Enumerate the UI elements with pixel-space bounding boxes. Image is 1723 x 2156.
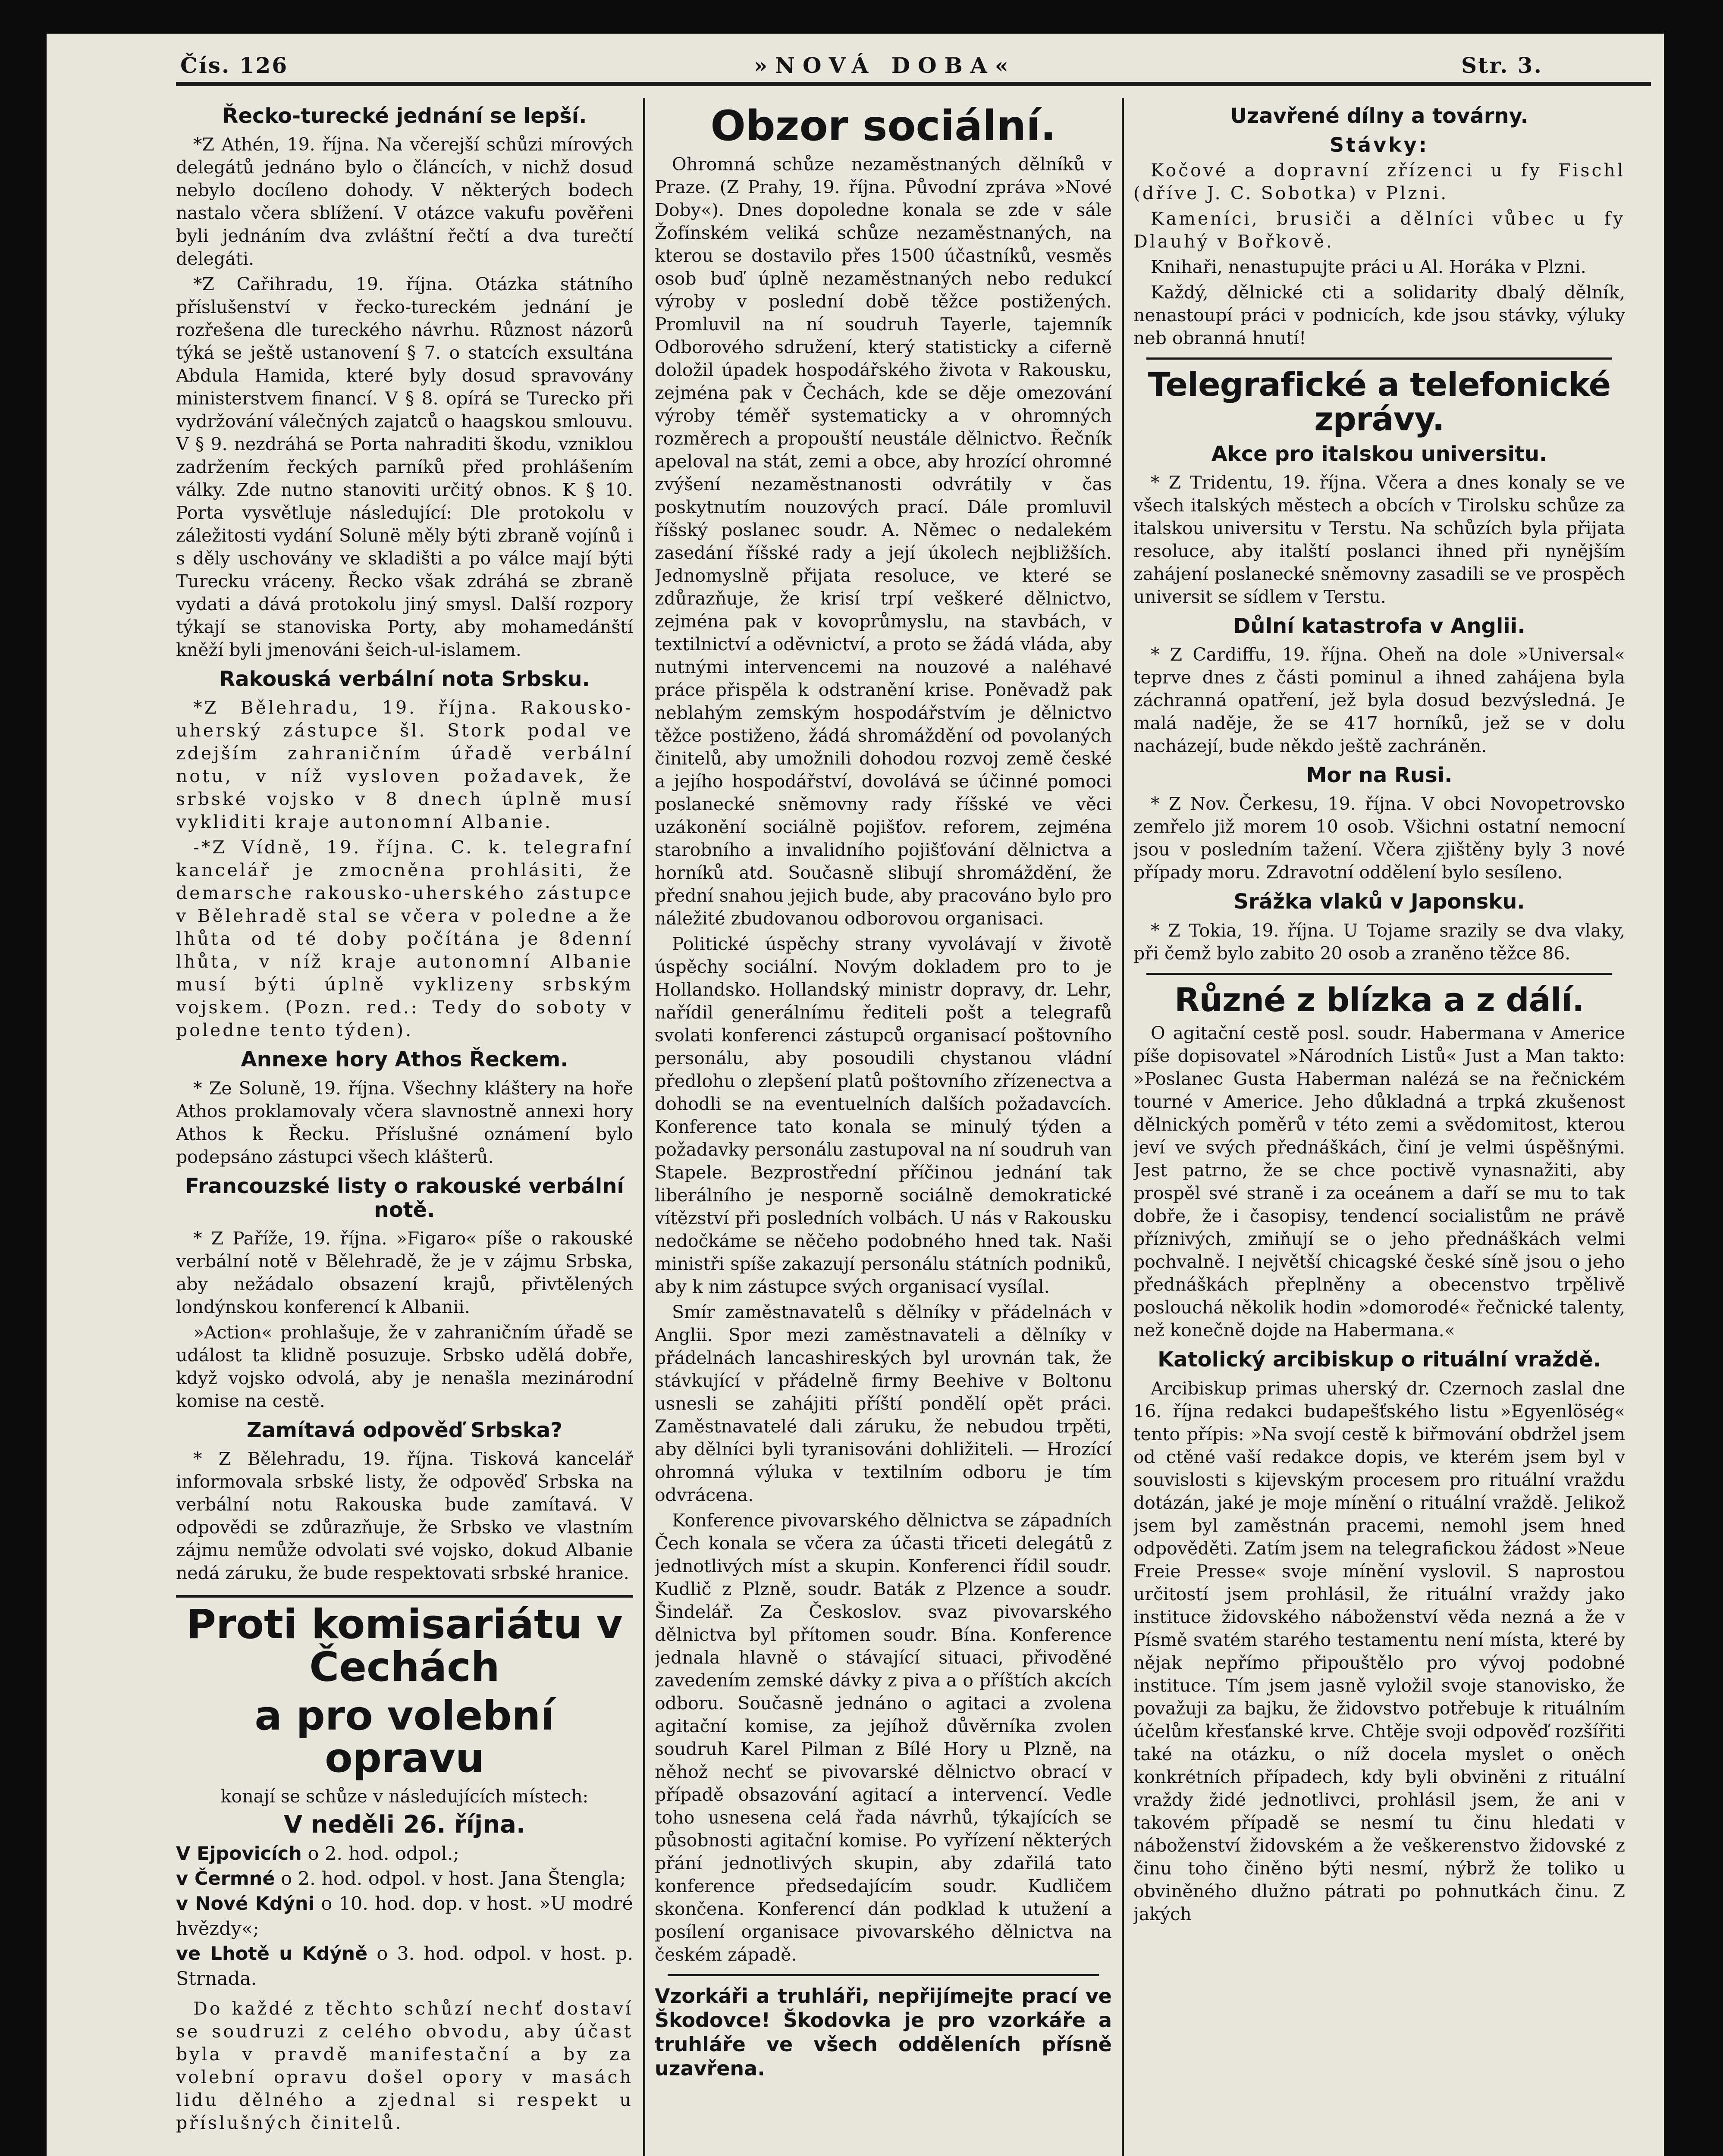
campaign-title-line1: Proti komisariátu v Čechách xyxy=(186,1601,623,1691)
article-title: Mor na Rusi. xyxy=(1306,763,1453,788)
meeting-details: o 2. hod. odpol. v host. Jana Štengla; xyxy=(275,1868,626,1890)
section-title-social: Obzor sociální. xyxy=(710,102,1056,150)
campaign-date: V neděli 26. října. xyxy=(283,1810,526,1839)
article-title: Srážka vlaků v Japonsku. xyxy=(1233,890,1525,914)
article-paragraph: O agitační cestě posl. soudr. Habermana v Americe píše dopisovatel »Národních Listů« Just a Man takto: »Poslanec Gusta Haberman nalézá se na řečnickém tourné v Americe. Jeho důkladná a trpká zkušenost dělnických poměrů v této zemi a svědomitost, kterou jeví ve svých přednáškách, činí je velmi úspěšnými. Jest patrno, že se chce poctivě vynasnažiti, aby prospěl své straně i za oceánem a daří se mu to tak dobře, že i časopisy, tendencí socialistům ne právě příznivých, zmiňují se o jeho přednáškách velmi pochvalně. I největší chicagské české síně jsou o jeho přednáškách přeplněny a obecenstvo trpělivě poslouchá několik hodin »domorodé« řečnické talenty, než konečně dojde na Habermana.« xyxy=(1133,1023,1625,1341)
article-paragraph: Smír zaměstnavatelů s dělníky v přádelnách v Anglii. Spor mezi zaměstnavateli a dělníky v přádelnách lancashireských byl urovnán tak, že stávkující v přádelně firmy Beehive v Boltonu usnesli se zahájiti příští pondělí opět práci. Zaměstnavatelé dali záruku, že nebudou trpěti, aby dělníci byli tyranisováni dohližiteli. — Hrozící ohromná výluka v textilním odboru je tím odvrácena. xyxy=(655,1301,1112,1505)
article-paragraph: Konference pivovarského dělnictva se západních Čech konala se včera za účasti třiceti delegátů z jednotlivých míst a skupin. Konferenci řídil soudr. Kudlič z Plzně, soudr. Baták z Plzence a soudr. Šindelář. Za Českoslov. svaz pivovarského dělnictva byl přítomen soudr. Bína. Konference jednala hlavně o stávající situaci, přivoděné zavedením zemské dávky z piva a o příštích akcích odboru. Současně jednáno o agitaci a zvolena agitační komise, za jejíhož důvěrníka zvolen soudruh Karel Pilman z Bílé Hory u Plzně, na něhož nechť se pivovarské dělnictvo obrací v případě obsazování agitací a intervencí. Vedle toho usnesena celá řada návrhů, týkajících se působnosti agitační komise. Po vyřízení některých přání jednotlivých skupin, aby zdařilá tato konference předsedajícím soudr. Kudličem skončena. Konferencí dán podklad k utužení a posílení organisace pivovarského dělnictva na českém západě. xyxy=(655,1510,1112,1965)
meeting-place: v Čermné xyxy=(176,1868,275,1890)
article-title: Akce pro italskou universitu. xyxy=(1211,442,1547,466)
issue-number: Čís. 126 xyxy=(180,53,289,78)
newspaper-page xyxy=(47,34,1664,2156)
article-paragraph: * Z Cardiffu, 19. října. Oheň na dole »Universal« teprve dnes z části pominul a ihned zahájena byla záchranná opatření, jež byla dosud bezvýsledná. Je malá naděje, že se 417 horníků, jež se v dolu nacházejí, bude někdo ještě zachráněn. xyxy=(1133,644,1625,757)
campaign-title-line2: a pro volební opravu xyxy=(254,1692,555,1782)
column-divider-2 xyxy=(1122,98,1124,2156)
article-paragraph: *Z Cařihradu, 19. října. Otázka státního příslušenství v řecko-tureckém jednání je rozřešena dle tureckého návrhu. Různost názorů týká se ještě ustanovení § 7. o statcích exsultána Abdula Hamida, které byly dosud spravovány ministerstvem financí. V § 8. opírá se Turecko při vydržování válečných zajatců o haagskou smlouvu. V § 9. nezdráhá se Porta nahraditi škodu, vzniklou zadržením řeckých parníků před prohlášením války. Zde nutno stanoviti určitý obnos. K § 10. Porta vysvětluje následující: Dle protokolu v záležitosti vydání Solunë měly býti zbraně vojínů i s děly uschovány ve skladišti a po válce mají býti Turecku vráceny. Řecko však zdráhá se zbraně vydati a dává protokolu jiný smysl. Další rozpory týkají se stanoviska Porty, aby mohamedánští kněží byli jmenováni šeich-ul-islamem. xyxy=(176,274,633,661)
section-separator xyxy=(1146,357,1612,360)
article-paragraph: * Z Nov. Čerkesu, 19. října. V obci Novopetrovsko zemřelo již morem 10 osob. Všichni ostatní nemocní jsou v posledním tažení. Včera zjištěny byly 3 nové případy moru. Zdravotní oddělení bylo sesíleno. xyxy=(1133,793,1625,883)
campaign-intro: konají se schůze v následujících místech: xyxy=(220,1786,589,1807)
masthead-title: »NOVÁ DOBA« xyxy=(754,53,1016,78)
section-title-telegraph: Telegrafické a telefonické zprávy. xyxy=(1148,365,1611,438)
article-paragraph: -*Z Vídně, 19. října. C. k. telegrafní kancelář je zmocněna prohlásiti, že demarsche rakousko-uherského zástupce v Bělehradě stal se včera v poledne a že lhůta od té doby počítána je 8denní lhůta, v níž kraje autonomní Albanie musí býti úplně vyklizeny srbským vojskem. (Pozn. red.: Tedy do soboty v poledne tento týden). xyxy=(176,837,633,1041)
meeting-location xyxy=(176,1891,633,1941)
meeting-location xyxy=(176,1941,633,1991)
article-paragraph: »Action« prohlašuje, že v zahraničním úřadě se událost ta klidně posuzuje. Srbsko udělá dobře, když vojsko odvolá, aby je nenašla mezinárodní komise na cestě. xyxy=(176,1322,633,1411)
meeting-place: V Ejpovicích xyxy=(176,1843,302,1865)
strikes-subtitle: Stávky: xyxy=(1329,133,1429,157)
column-divider-1 xyxy=(643,98,645,2156)
article-paragraph: * Z Bělehradu, 19. října. Tisková kancelář informovala srbské listy, že odpověď Srbska na verbální notu Rakouska bude zamítavá. V odpovědi se zdůrazňuje, že Srbsko ve vlastním zájmu nemůže odvolati své vojsko, dokud Albanie nedá záruku, že bude respektovati srbské hranice. xyxy=(176,1448,633,1584)
strike-item: Kameníci, brusiči a dělníci vůbec u fy Dlauhý v Bořkově. xyxy=(1133,208,1625,252)
article-paragraph: *Z Athén, 19. října. Na včerejší schůzi mírových delegátů jednáno bylo o článcích, v nichž dosud nebylo docíleno dohody. V některých bodech nastalo včera sblížení. V otázce vakufu pověřeni byli jednáním dva zvláštní řečtí a dva turečtí delegáti. xyxy=(176,134,633,270)
article-paragraph: Ohromná schůze nezaměstnaných dělníků v Praze. (Z Prahy, 19. října. Původní zpráva »Nové Doby«). Dnes dopoledne konala se zde v sále Žofínském veliká schůze nezaměstnaných, na kterou se dostavilo přes 1500 účastníků, vesměs osob buď úplně nezaměstnaných nebo redukcí výroby v poslední době těžce postižených. Promluvil na ní soudruh Tayerle, tajemník Odborového sdružení, který statisticky a ciferně doložil úpadek hospodářského života v Rakousku, zejména pak v Čechách, kde se děje omezování výroby téměř systematicky a v ohromných rozměrech a propouští neustále dělnictvo. Řečník apeloval na stát, zemi a obce, aby hrozící ohromné zvýšení nezaměstnanosti odvrátily v čas poskytnutím nouzových prací. Dále promluvil říšský poslanec soudr. A. Němec o nedalekém zasedání říšské rady a její úkolech nejbližších. Jednomyslně přijata resoluce, ve které se zdůrazňuje, že krisí trpí veškeré dělnictvo, zejména pak v kovoprůmyslu, na stavbách, v textilnictví a oděvnictví, a proto se žádá vláda, aby nutnými intervencemi na nouzové a naléhavé práce přispěla k odstranění krise. Poněvadž pak neblahým zemským hospodářstvím je dělnictvo těžce postiženo, žádá shromáždění od povolaných činitelů, aby umožnili dohodou rozvoj země české a jejího hospodářství, dovolává se účinné pomoci poslanecké sněmovny rady říšské ve věci uzákonění sociálně pojišťov. reforem, zejména starobního a invalidního pojišťování dělnictva a horníků atd. Současně slibují shromáždění, že přední snahou jejich bude, aby pracováno bylo pro náležité zbudovanou odborovou organisaci. xyxy=(655,154,1112,929)
article-paragraph: *Z Bělehradu, 19. října. Rakousko-uherský zástupce šl. Stork podal ve zdejším zahraničním úřadě verbální notu, v níž vysloven požadavek, že srbské vojsko v 8 dnech úplně musí vykliditi kraje autonomní Albanie. xyxy=(176,697,633,833)
article-title: Zamítavá odpověď Srbska? xyxy=(246,1418,563,1442)
article-title: Důlní katastrofa v Anglii. xyxy=(1233,614,1525,638)
meeting-place: v Nové Kdýni xyxy=(176,1893,315,1915)
meeting-details: o 2. hod. odpol.; xyxy=(301,1843,459,1865)
column-2 xyxy=(655,98,1112,2156)
article-paragraph: * Ze Soluně, 19. října. Všechny kláštery na hoře Athos proklamovaly včera slavnostně annexi hory Athos k Řecku. Příslušné oznámení bylo podepsáno zástupci všech klášterů. xyxy=(176,1078,633,1167)
article-title: Katolický arcibiskup o rituální vraždě. xyxy=(1158,1348,1601,1372)
article-paragraph: Arcibiskup primas uherský dr. Czernoch zaslal dne 16. října redakci budapešťského listu »Egyenlöség« tento přípis: »Na svojí cestě k biřmování obdržel jsem od ctěné vaší redakce dopis, ve kterém jsem byl v souvislosti s kijevským procesem pro rituální vraždu dotázán, jaké je moje mínění o rituální vraždě. Jelikož jsem byl zaměstnán pracemi, nemohl jsem hned odpověděti. Zatím jsem na telegrafickou žádost »Neue Freie Presse« svoje mínění vyslovil. S naprostou určitostí jsem prohlásil, že rituální vraždy jako instituce židovského náboženství věda nezná a že v Písmě svatém starého testamentu není místa, které by nějak nepřímo připouštělo pro vývoj podobné instituce. Tím jsem jasně vyložil svoje stanovisko, že považuji za bajku, že židovstvo potřebuje k rituálním účelům křesťanské krve. Chtěje svoji odpověď rozšířiti také na otázku, o níž docela myslet o oněch konkrétních případech, kdy byli obviněni z rituální vraždy židé jednotlivci, prohlásil jsem, že ani v takovém případě se nesmí tu činu hledati v náboženství židovském a že veškerenstvo židovské z činu toho činěno býti nesmí, nýbrž že toliko u obviněného dlužno pátrati po pohnutkách činu. Z jakých xyxy=(1133,1378,1625,1924)
article-title: Francouzské listy o rakouské verbální notě. xyxy=(185,1174,624,1222)
article-paragraph: * Z Tridentu, 19. října. Včera a dnes konaly se ve všech italských městech a obcích v Tirolsku schůze za italskou universitu v Terstu. Na schůzích byla přijata resoluce, aby italští poslanci ihned při nynějším zahájení poslanecké sněmovny zasadili se ve prospěch universit se sídlem v Terstu. xyxy=(1133,472,1625,607)
page-number: Str. 3. xyxy=(1461,53,1543,78)
strike-item: Knihaři, nenastupujte práci u Al. Horáka v Plzni. xyxy=(1151,257,1586,278)
column-3 xyxy=(1133,98,1625,2156)
meeting-location xyxy=(176,1866,633,1891)
meeting-details: o 3. hod. odpol. v host. p. Strnada. xyxy=(176,1943,633,1990)
article-title: Uzavřené dílny a továrny. xyxy=(1230,104,1528,128)
article-paragraph: * Z Tokia, 19. října. U Tojame srazily se dva vlaky, při čemž bylo zabito 20 osob a zraněno těžce 86. xyxy=(1133,920,1625,964)
section-title-miscellany: Různé z blízka a z dálí. xyxy=(1174,980,1584,1019)
page-header xyxy=(47,34,1664,85)
article-title: Annexe hory Athos Řeckem. xyxy=(241,1047,568,1072)
article-title: Řecko-turecké jednání se lepší. xyxy=(222,104,587,128)
boycott-notice: Vzorkáři a truhláři, nepřijímejte prací ve Škodovce! Škodovka je pro vzorkáře a truhláře ve všech odděleních přísně uzavřena. xyxy=(655,1984,1112,2080)
campaign-box-rule xyxy=(176,1595,633,1598)
article-paragraph: Politické úspěchy strany vyvolávají v životě úspěchy sociální. Novým dokladem pro to je Hollandsko. Hollandský ministr dopravy, dr. Lehr, nařídil generálnímu řediteli pošt a telegrafů svolati konferenci zástupců organisací poštovního personálu, aby posoudili chystanou vládní předlohu o zlepšení platů poštovního zřízenectva a dohodli se na eventuelních dalších požadavcích. Konference tato konala se minulý týden a požadavky personálu zastupoval na ní soudruh van Stapele. Bezprostřední příčinou jednání tak liberálního je nesporně sociálně demokratické vítězství při posledních volbách. U nás v Rakousku nedočkáme se něčeho podobného hned tak. Naši ministři spíše zakazují personálu státních podniků, aby k nim zástupce svých organisací vysílal. xyxy=(655,933,1112,1297)
meeting-place: ve Lhotě u Kdýně xyxy=(176,1943,368,1965)
meeting-location xyxy=(176,1841,633,1866)
campaign-closing: Do každé z těchto schůzí nechť dostaví se soudruzi z celého obvodu, aby účast byla v pravdě manifestační a by za volební opravu došel opory v masách lidu dělného a zjednal si respekt u příslušných činitelů. xyxy=(176,1998,633,2133)
campaign-notice xyxy=(176,1601,633,2134)
header-rule xyxy=(176,82,1651,86)
section-separator xyxy=(1146,973,1612,975)
section-separator xyxy=(668,1974,1099,1976)
article-title: Rakouská verbální nota Srbsku. xyxy=(219,667,590,692)
meeting-details: o 10. hod. dop. v host. »U modré hvězdy«; xyxy=(176,1893,633,1940)
column-1 xyxy=(176,98,633,2156)
strike-item: Kočové a dopravní zřízenci u fy Fischl (dříve J. C. Sobotka) v Plzni. xyxy=(1133,160,1625,204)
strike-item: Každý, dělnické cti a solidarity dbalý dělník, nenastoupí práci v podnicích, kde jsou stávky, výluky neb obranná hnutí! xyxy=(1133,282,1625,349)
article-paragraph: * Z Paříže, 19. října. »Figaro« píše o rakouské verbální notě v Bělehradě, že je v zájmu Srbska, aby nežádalo obsazení krajů, přivtělených londýnskou konferencí k Albanii. xyxy=(176,1228,633,1317)
